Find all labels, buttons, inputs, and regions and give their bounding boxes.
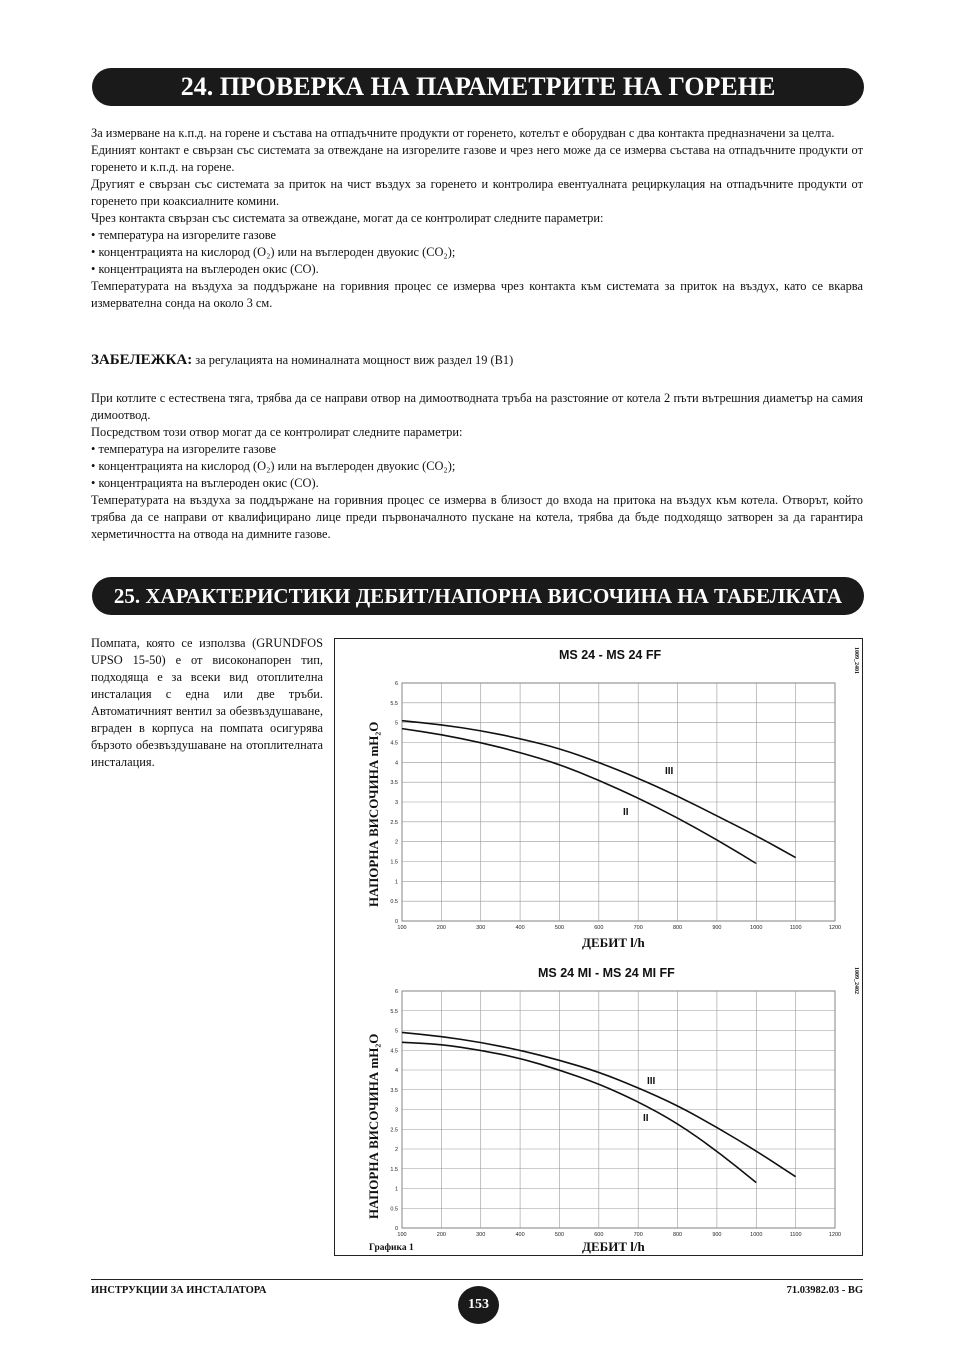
x-axis-label: ДЕБИТ l/h — [582, 1239, 645, 1254]
x-tick-label: 1000 — [750, 1232, 763, 1238]
x-tick-label: 1100 — [789, 1232, 802, 1238]
paragraph: Другият е свързан със системата за приток на чист въздух за горенето и контролира евентуалната рециркулация на отпадъчните продукти от горенето при коаксиалните комини. — [91, 177, 863, 208]
curve-label: III — [665, 766, 674, 777]
section-24-body — [91, 125, 863, 312]
y-tick-label: 5.5 — [390, 700, 398, 707]
y-axis-label: НАПОРНА ВИСОЧИНА mH₂O — [366, 721, 381, 907]
y-tick-label: 6 — [394, 989, 398, 995]
note — [91, 352, 513, 369]
y-tick-label: 0.5 — [390, 899, 398, 906]
chart-frame — [334, 638, 863, 1256]
x-tick-label: 300 — [476, 1232, 486, 1238]
y-tick-label: 1.5 — [390, 1166, 398, 1173]
y-tick-label: 3 — [394, 1107, 398, 1114]
x-tick-label: 600 — [594, 1232, 604, 1238]
x-tick-label: 100 — [397, 1232, 407, 1238]
curve-label: II — [623, 807, 629, 818]
y-tick-label: 2 — [394, 839, 398, 846]
x-tick-label: 500 — [554, 1232, 565, 1238]
x-tick-label: 400 — [515, 1232, 525, 1238]
x-tick-label: 900 — [712, 925, 722, 931]
y-tick-label: 1 — [394, 1186, 398, 1193]
note-label: ЗАБЕЛЕЖКА: — [91, 352, 193, 368]
x-tick-label: 300 — [476, 925, 486, 931]
y-tick-label: 4 — [394, 760, 398, 767]
y-tick-label: 4.5 — [390, 1048, 398, 1055]
x-tick-label: 500 — [554, 925, 565, 931]
y-tick-label: 2.5 — [390, 819, 398, 826]
chart-code: 1009_2401 — [853, 647, 859, 674]
y-tick-label: 4.5 — [390, 740, 398, 747]
section-25-title: 25. ХАРАКТЕРИСТИКИ ДЕБИТ/НАПОРНА ВИСОЧИНА НА ТАБЕЛКАТА — [92, 577, 864, 615]
pump-curves-plot — [335, 639, 862, 1255]
y-tick-label: 0.5 — [390, 1206, 398, 1213]
page-number: 153 — [458, 1286, 499, 1324]
y-tick-label: 3.5 — [390, 1087, 398, 1094]
list-item: • концентрацията на кислород (O₂) или на въглероден двуокис (CO₂); — [91, 458, 863, 475]
footer-rule — [91, 1279, 863, 1280]
y-axis-label: НАПОРНА ВИСОЧИНА mH₂O — [366, 1033, 381, 1219]
y-tick-label: 1.5 — [390, 859, 398, 866]
x-tick-label: 900 — [712, 1232, 722, 1238]
curve-label: II — [643, 1113, 649, 1124]
y-tick-label: 3 — [394, 800, 398, 806]
x-tick-label: 100 — [397, 925, 407, 931]
paragraph: Посредством този отвор могат да се контролират следните параметри: — [91, 425, 463, 439]
section-24-body-2 — [91, 390, 863, 543]
x-tick-label: 1100 — [789, 925, 802, 931]
parameter-list — [91, 227, 863, 278]
curve-ii — [402, 729, 756, 864]
paragraph: Температурата на въздуха за поддържане на горивния процес се измерва чрез контакта към системата за приток на въздух, като се вкарва измервателна сонда на около 3 см. — [91, 279, 863, 310]
paragraph: За измерване на к.п.д. на горене и състава на отпадъчните продукти от горенето, котелът е оборудван с два контакта предназначени за целта. — [91, 126, 835, 140]
paragraph: Единият контакт е свързан със системата за отвеждане на изгорелите газове и чрез него може да се измерва състава на отпадъчните продукти от горенето и к.п.д. на горене. — [91, 143, 863, 174]
chart-title: MS 24 MI - MS 24 MI FF — [538, 966, 675, 980]
paragraph: При котлите с естествена тяга, трябва да се направи отвор на димоотводната тръба на разстояние от котела 2 пъти вътрешния диаметър на самия димоотвод. — [91, 391, 863, 422]
x-tick-label: 800 — [672, 1232, 683, 1238]
y-tick-label: 2.5 — [390, 1127, 398, 1134]
chart-code: 1009_2402 — [853, 967, 859, 994]
footer-left: ИНСТРУКЦИИ ЗА ИНСТАЛАТОРА — [91, 1285, 267, 1296]
curve-label: III — [647, 1076, 656, 1087]
y-tick-label: 3.5 — [390, 780, 398, 787]
y-tick-label: 5 — [394, 1028, 398, 1035]
y-tick-label: 5.5 — [390, 1008, 398, 1015]
footer-right: 71.03982.03 - BG — [786, 1285, 863, 1296]
x-tick-label: 1000 — [750, 925, 763, 931]
y-tick-label: 0 — [394, 1226, 398, 1232]
list-item: • концентрацията на въглероден окис (CO). — [91, 475, 863, 492]
paragraph: Чрез контакта свързан със системата за отвеждане, могат да се контролират следните параметри: — [91, 211, 604, 225]
figure-caption: Графика 1 — [369, 1243, 414, 1253]
x-tick-label: 1200 — [828, 925, 842, 931]
x-tick-label: 1200 — [828, 1232, 842, 1238]
x-tick-label: 600 — [594, 925, 604, 931]
section-24-title: 24. ПРОВЕРКА НА ПАРАМЕТРИТЕ НА ГОРЕНЕ — [92, 68, 864, 106]
list-item: • концентрацията на кислород (O₂) или на въглероден двуокис (CO₂); — [91, 244, 863, 261]
y-tick-label: 0 — [394, 919, 398, 925]
y-tick-label: 5 — [394, 720, 398, 727]
paragraph: Температурата на въздуха за поддържане на горивния процес се измерва в близост до входа на притока на въздух към котела. Отворът, който трябва да се направи от квалифицирано лице преди първоначалното пускане на котела, трябва да бъде подходящо затворен за да гарантира херметичността на отвода на димните газове. — [91, 493, 863, 541]
list-item: • концентрацията на въглероден окис (CO). — [91, 261, 863, 278]
chart-title: MS 24 - MS 24 FF — [559, 648, 662, 662]
x-tick-label: 700 — [633, 925, 643, 931]
x-tick-label: 800 — [672, 925, 683, 931]
note-text: за регулацията на номиналната мощност виж раздел 19 (B1) — [192, 353, 514, 367]
y-tick-label: 2 — [394, 1147, 398, 1153]
x-tick-label: 700 — [633, 1232, 643, 1238]
parameter-list — [91, 441, 863, 492]
curve-ii — [402, 1042, 756, 1182]
list-item: • температура на изгорелите газове — [91, 441, 863, 458]
pump-description: Помпата, която се използва (GRUNDFOS UPSO 15-50) е от високонапорен тип, подходяща е за всеки вид отоплителна инсталация с една или две тръби. Автоматичният вентил за обезвъздушаване, вграден в корпуса на помпата осигурява бързото обезвъздушаване на отоплителната инсталация. — [91, 636, 323, 769]
list-item: • температура на изгорелите газове — [91, 227, 863, 244]
x-axis-label: ДЕБИТ l/h — [582, 935, 645, 950]
y-tick-label: 6 — [394, 681, 398, 687]
x-tick-label: 200 — [436, 925, 446, 931]
x-tick-label: 200 — [436, 1232, 446, 1238]
y-tick-label: 1 — [394, 879, 398, 886]
x-tick-label: 400 — [515, 925, 525, 931]
y-tick-label: 4 — [394, 1068, 398, 1074]
